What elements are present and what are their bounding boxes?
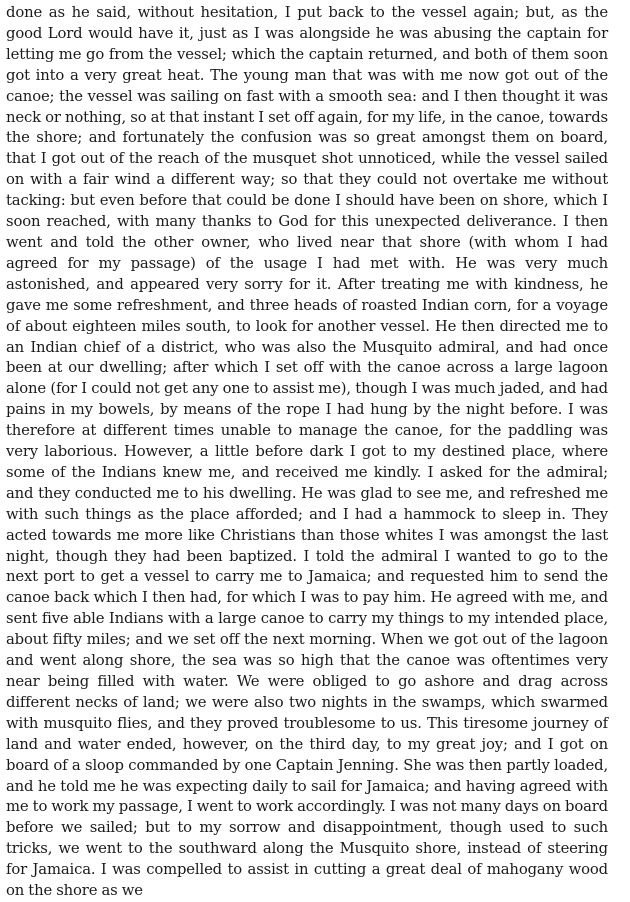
body-paragraph: done as he said, without hesitation, I put back to the vessel again; but, as the good Lord would have it, just as I was alongside he was abusing the captain for letting me go from the vessel; which the captain returned, and both of them soon got into a very great heat. The young man that was with me now got out of the canoe; the vessel was sailing on fast with a smooth sea: and I then thought it was neck or nothing, so at that instant I set off again, for my life, in the canoe, towards the shore; and fortunately the confusion was so great amongst them on board, that I got out of the reach of the musquet shot unnoticed, while the vessel sailed on with a fair wind a different way; so that they could not overtake me without tacking: but even before that could be done I should have been on shore, which I soon reached, with many thanks to God for this unexpected deliverance. I then went and told the other owner, who lived near that shore (with whom I had agreed for my passage) of the usage I had met with. He was very much astonished, and appeared very sorry for it. After treating me with kindness, he gave me some refreshment, and three heads of roasted Indian corn, for a voyage of about eighteen miles south, to look for another vessel. He then directed me to an Indian chief of a district, who was also the Musquito admiral, and had once been at our dwelling; after which I set off with the canoe across a large lagoon alone (for I could not get any one to assist me), though I was much jaded, and had pains in my bowels, by means of the rope I had hung by the night before. I was therefore at different times unable to manage the canoe, for the paddling was very laborious. However, a little before dark I got to my destined place, where some of the Indians knew me, and received me kindly. I asked for the admiral; and they conducted me to his dwelling. He was glad to see me, and refreshed me with such things as the place afforded; and I had a hammock to sleep in. They acted towards me more like Christians than those whites I was amongst the last night, though they had been baptized. I told the admiral I wanted to go to the next port to get a vessel to carry me to Jamaica; and requested him to send the canoe back which I then had, for which I was to pay him. He agreed with me, and sent five able Indians with a large canoe to carry my things to my intended place, about fifty miles; and we set off the next morning. When we got out of the lagoon and went along shore, the sea was so high that the canoe was oftentimes very near being filled with water. We were obliged to go ashore and drag across different necks of land; we were also two nights in the swamps, which swarmed with musquito flies, and they proved troublesome to us. This tiresome journey of land and water ended, however, on the third day, to my great joy; and I got on board of a sloop commanded by one Captain Jenning. She was then partly loaded, and he told me he was expecting daily to sail for Jamaica; and having agreed with me to work my passage, I went to work accordingly. I was not many days on board before we sailed; but to my sorrow and disappointment, though used to such tricks, we went to the southward along the Musquito shore, instead of steering for Jamaica. I was compelled to assist in cutting a great deal of mahogany wood on the shore as we — [6, 4, 608, 900]
